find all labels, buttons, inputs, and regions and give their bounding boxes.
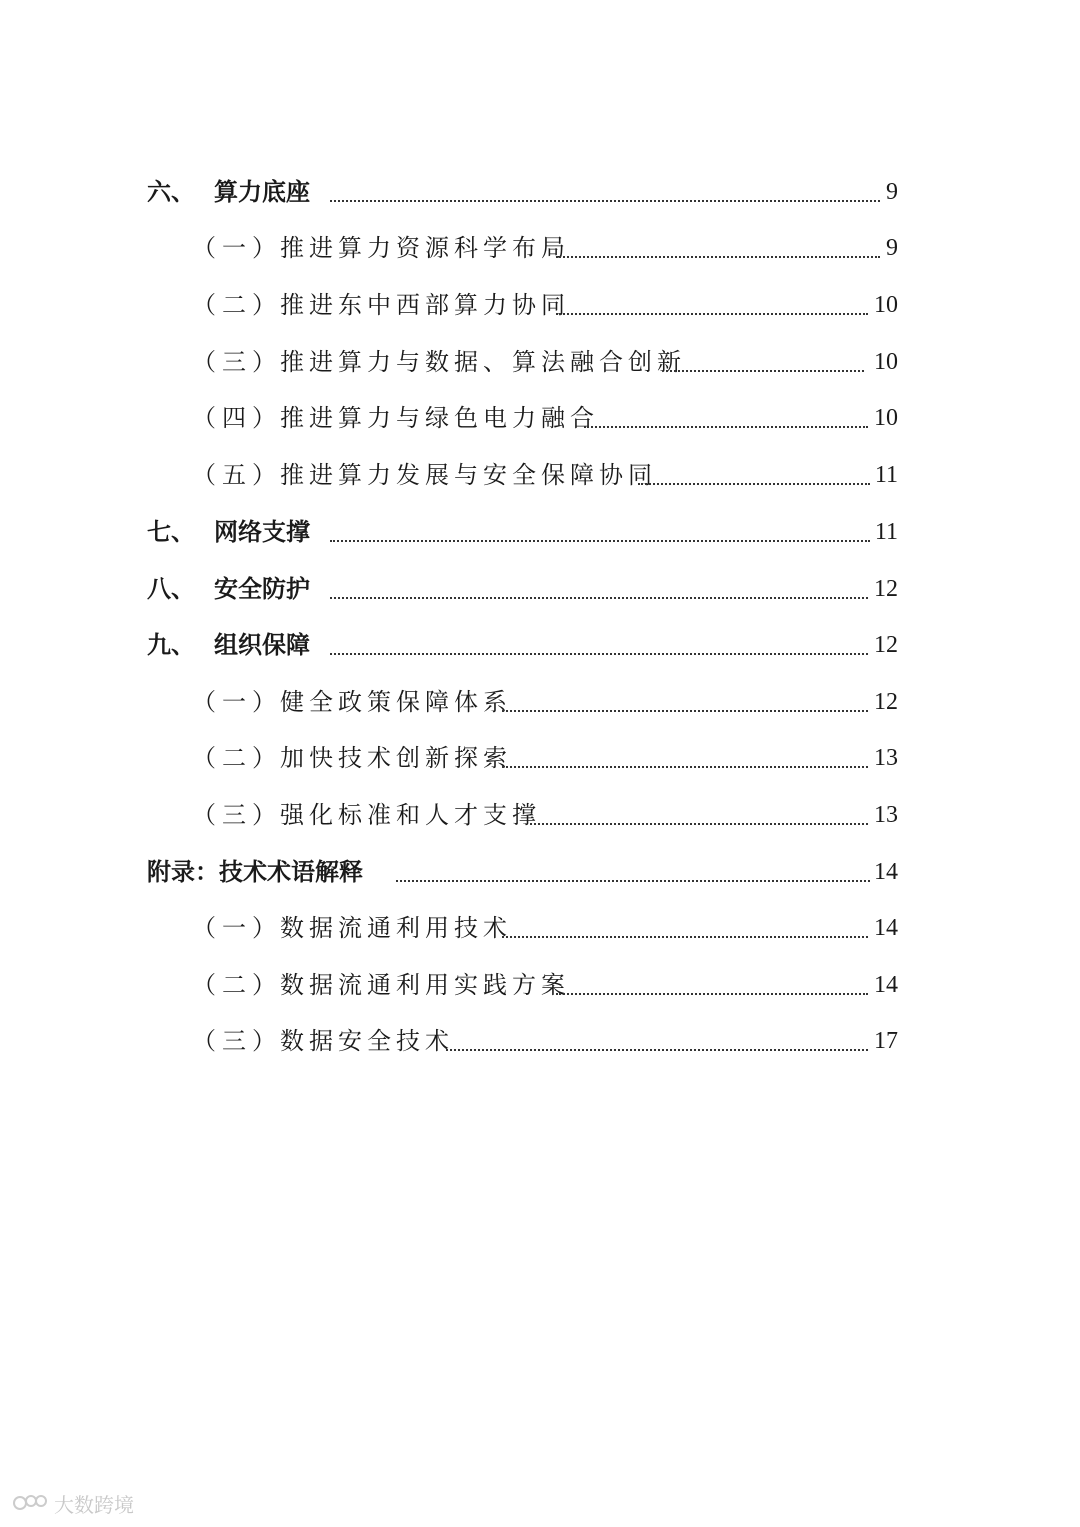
toc-entry-page: 9 [886,235,898,261]
toc-entry[interactable] [0,455,1080,495]
toc-entry-title: 安全防护 [214,575,310,603]
watermark [12,1488,134,1518]
toc-entry-title: 算力底座 [214,178,310,206]
toc-entry[interactable] [0,908,1080,948]
toc-entry-page: 17 [874,1028,898,1054]
dot-leader [330,200,880,202]
toc-entry-number: （二） [192,291,282,319]
toc-entry-page: 13 [874,802,898,828]
toc-entry[interactable] [0,228,1080,268]
dot-leader [584,426,868,428]
toc-entry-page: 10 [874,405,898,431]
toc-entry[interactable] [0,852,1080,892]
toc-entry[interactable] [0,965,1080,1005]
toc-entry-title: 数据流通利用技术 [280,914,512,942]
watermark-logo-icon [12,1491,48,1515]
toc-entry-number: （三） [192,801,282,829]
toc-entry-title: 组织保障 [214,631,310,659]
toc-entry-title: 推进算力资源科学布局 [280,234,570,262]
dot-leader [330,597,868,599]
toc-entry-number: （三） [192,1027,282,1055]
toc-entry-number: （一） [192,688,282,716]
toc-entry-number: 八、 [147,575,195,603]
toc-entry-number: （五） [192,461,282,489]
dot-leader [666,370,864,372]
toc-entry[interactable] [0,172,1080,212]
toc-entry[interactable] [0,1021,1080,1061]
toc-entry-number: 六、 [147,178,195,206]
dot-leader [330,540,870,542]
toc-entry-title: 推进东中西部算力协同 [280,291,570,319]
dot-leader [502,766,868,768]
toc-entry-title: 推进算力与数据、算法融合创新 [280,348,686,376]
toc-entry-page: 10 [874,292,898,318]
toc-entry-page: 14 [874,859,898,885]
toc-entry-title: 加快技术创新探索 [280,744,512,772]
dot-leader [446,1049,868,1051]
toc-entry-number: 七、 [147,518,195,546]
toc-entry-page: 14 [874,972,898,998]
toc-entry-page: 13 [874,745,898,771]
toc-entry-number: （一） [192,914,282,942]
toc-entry[interactable] [0,285,1080,325]
toc-entry-title: 推进算力与绿色电力融合 [280,404,599,432]
toc-entry-page: 10 [874,349,898,375]
toc-entry[interactable] [0,795,1080,835]
toc-entry-number: （四） [192,404,282,432]
toc-entry-number: 九、 [147,631,195,659]
watermark-text: 大数跨境 [54,1492,134,1517]
toc-entry-page: 12 [874,632,898,658]
toc-entry-title: 健全政策保障体系 [280,688,512,716]
toc-entry[interactable] [0,398,1080,438]
dot-leader [556,313,868,315]
dot-leader [502,936,868,938]
toc-entry-page: 12 [874,576,898,602]
toc-entry-number: （三） [192,348,282,376]
toc-entry[interactable] [0,738,1080,778]
dot-leader [502,710,868,712]
dot-leader [530,823,868,825]
dot-leader [638,483,870,485]
toc-entry-number: （二） [192,744,282,772]
dot-leader [556,993,868,995]
toc-entry[interactable] [0,625,1080,665]
toc-entry[interactable] [0,682,1080,722]
dot-leader [330,653,868,655]
toc-entry-number: （一） [192,234,282,262]
dot-leader [396,880,870,882]
toc-entry-title: 强化标准和人才支撑 [280,801,541,829]
toc-entry[interactable] [0,512,1080,552]
toc-entry[interactable] [0,342,1080,382]
toc-entry-number: （二） [192,971,282,999]
toc-entry-title: 附录：技术术语解释 [147,858,363,886]
toc-entry-page: 14 [874,915,898,941]
dot-leader [556,256,880,258]
toc-entry-title: 网络支撑 [214,518,310,546]
toc-entry-title: 数据流通利用实践方案 [280,971,570,999]
toc-entry-page: 9 [886,179,898,205]
toc-entry-title: 数据安全技术 [280,1027,454,1055]
toc-entry-page: 11 [874,519,898,545]
toc-entry-title: 推进算力发展与安全保障协同 [280,461,657,489]
toc-entry[interactable] [0,569,1080,609]
toc-entry-page: 11 [874,462,898,488]
toc-entry-page: 12 [874,689,898,715]
